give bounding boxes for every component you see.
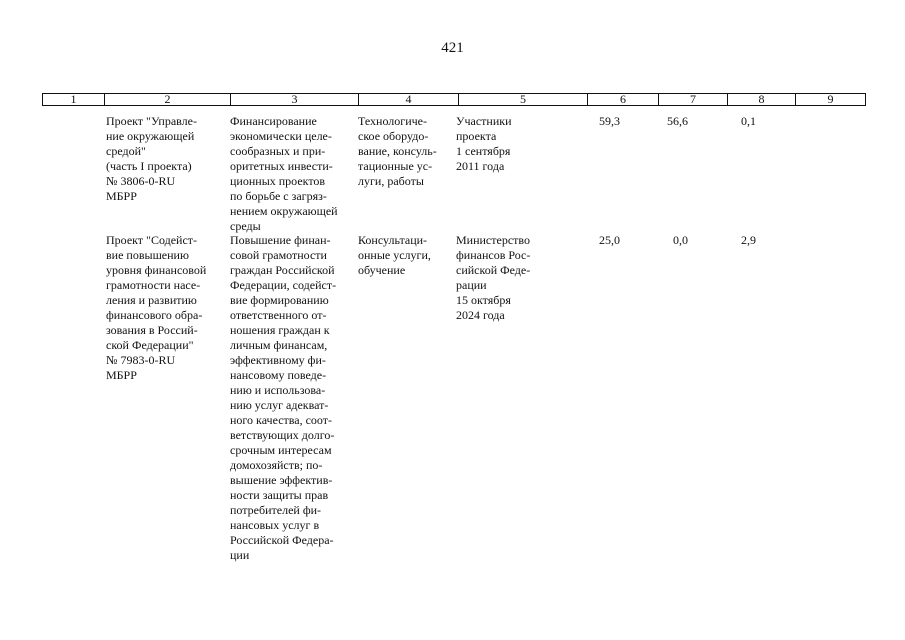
column-header-4: 4 — [359, 94, 459, 105]
column-header-9: 9 — [827, 92, 834, 106]
goods-services-cell: Технологиче- ское оборудо- вание, консуль- тационные ус- луги, работы — [358, 114, 437, 188]
column-header-2: 2 — [105, 94, 231, 105]
column-header-6: 6 — [588, 94, 659, 105]
column-header-3: 3 — [231, 94, 359, 105]
value-col8-cell: 0,1 — [741, 114, 756, 128]
value-col6-cell: 59,3 — [599, 114, 620, 128]
participant-date-cell: Участники проекта 1 сентября 2011 года — [456, 114, 512, 173]
project-name-cell: Проект "Управле- ние окружающей средой" (часть I проекта) № 3806-0-RU МБРР — [106, 114, 197, 203]
value-col7-cell: 56,6 — [667, 114, 688, 128]
project-purpose-cell: Повышение финан- совой грамотности граждан Российской Федерации, содейст- вие формированию ответственного от- ношения граждан к личным финансам, эффективному фи- нансовому поведе- нию и использова- нию услуг адекват- ного качества, соот- ветствующих долго- срочным интересам домохозяйств; по- вышение эффектив- ности защиты прав потребителей фи- нансовых услуг в Российской Федера- ции — [230, 233, 337, 562]
value-col6-cell: 25,0 — [599, 233, 620, 247]
goods-services-cell: Консультаци- онные услуги, обучение — [358, 233, 431, 277]
column-header-7: 7 — [659, 94, 728, 105]
project-purpose-cell: Финансирование экономически целе- сообразных и при- оритетных инвести- ционных проектов по борьбе с загряз- нением окружающей среды — [230, 114, 338, 233]
project-name-cell: Проект "Содейст- вие повышению уровня финансовой грамотности насе- ления и развитию финансового обра- зования в Россий- ской Федерации" № 7983-0-RU МБРР — [106, 233, 207, 382]
participant-date-cell: Министерство финансов Рос- сийской Феде- рации 15 октября 2024 года — [456, 233, 531, 322]
column-header-8: 8 — [728, 94, 796, 105]
column-header-1: 1 — [43, 94, 105, 105]
column-number-header — [42, 93, 866, 106]
value-col7-cell: 0,0 — [673, 233, 688, 247]
page-number: 421 — [441, 40, 464, 56]
value-col8-cell: 2,9 — [741, 233, 756, 247]
column-header-5: 5 — [459, 94, 588, 105]
